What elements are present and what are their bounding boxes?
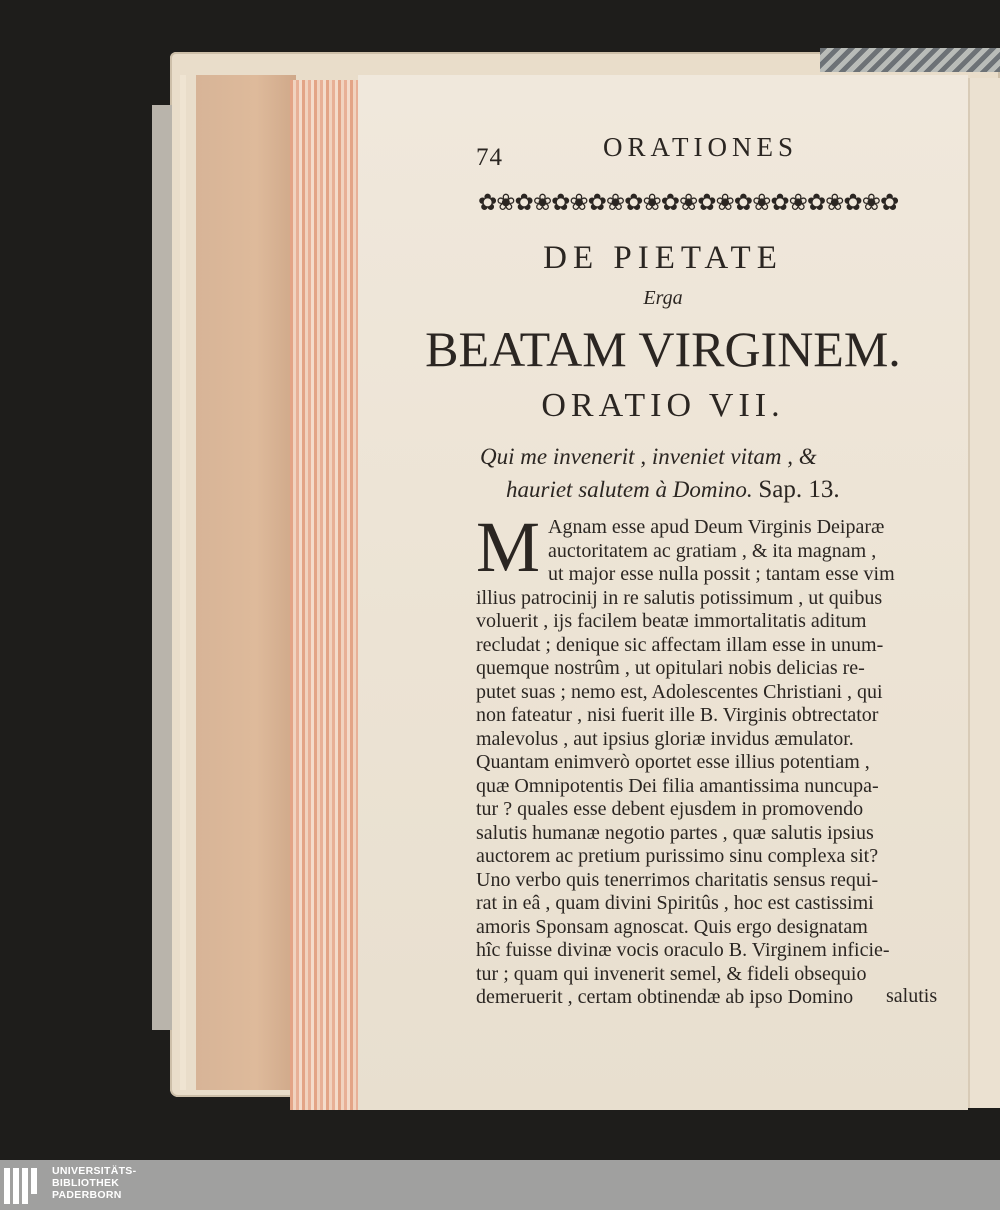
library-name-line-2: BIBLIOTHEK: [52, 1177, 120, 1189]
book-spine-strip: [152, 105, 172, 1030]
title-line-3: BEATAM VIRGINEM.: [425, 321, 901, 377]
library-name: [52, 1165, 136, 1201]
endpaper-fold: [180, 75, 186, 1090]
epigraph: [480, 440, 950, 506]
text-line: malevolus , aut ipsius gloriæ invidus æmulator.: [476, 727, 854, 750]
text-line: non fateatur , nisi fuerit ille B. Virginis obtrectator: [476, 704, 879, 726]
epigraph-line-2: [480, 473, 950, 506]
text-line: tur ? quales esse debent ejusdem in promovendo: [476, 798, 864, 820]
headband: [820, 48, 1000, 72]
text-line: salutis humanæ negotio partes , quæ salutis ipsius: [476, 821, 874, 844]
text-line: auctoritatem ac gratiam , & ita magnam ,: [548, 539, 877, 562]
text-line: rat in eâ , quam divini Spiritûs , hoc est castissimi: [476, 892, 874, 914]
text-line: quæ Omnipotentis Dei filia amantissima nuncupa-: [476, 774, 879, 797]
library-logo-icon: [4, 1168, 44, 1204]
epigraph-reference: Sap. 13.: [758, 476, 840, 503]
running-title: ORATIONES: [603, 132, 799, 162]
text-line: illius patrocinij in re salutis potissimum , ut quibus: [476, 586, 883, 609]
catchword: salutis: [886, 985, 938, 1007]
right-page-edge: [968, 78, 1000, 1108]
text-line: demeruerit , certam obtinendæ ab ipso Domino: [476, 986, 854, 1008]
library-footer: [0, 1160, 1000, 1210]
library-name-line-1: UNIVERSITÄTS-: [52, 1165, 137, 1177]
book-page: [358, 75, 968, 1110]
body-text: [476, 507, 946, 1010]
epigraph-line-1: Qui me invenerit , inveniet vitam , &: [480, 444, 817, 469]
text-line: hîc fuisse divinæ vocis oraculo B. Virginem inficie-: [476, 939, 890, 961]
epigraph-line-2-text: hauriet salutem à Domino.: [506, 477, 753, 502]
text-line: Uno verbo quis tenerrimos charitatis sensus requi-: [476, 868, 879, 891]
title-line-1: DE PIETATE: [543, 240, 783, 276]
endpaper: [196, 75, 296, 1090]
text-line: putet suas ; nemo est, Adolescentes Christiani , qui: [476, 680, 883, 703]
title-line-2: Erga: [643, 287, 683, 309]
text-line: Quantam enimverò oportet esse illius potentiam ,: [476, 751, 870, 773]
library-name-line-3: PADERBORN: [52, 1189, 122, 1201]
drop-cap: M: [476, 507, 541, 587]
oration-number: ORATIO VII.: [541, 387, 785, 424]
text-line: amoris Sponsam agnoscat. Quis ergo designatam: [476, 915, 868, 938]
page-number: 74: [476, 144, 503, 171]
text-line: auctorem ac pretium purissimo sinu complexa sit?: [476, 845, 879, 867]
ornament-band: ✿❀✿❀✿❀✿❀✿❀✿❀✿❀✿❀✿❀✿❀✿❀✿: [478, 190, 899, 215]
text-line: voluerit , ijs facilem beatæ immortalitatis aditum: [476, 610, 867, 632]
page-edges: [290, 80, 360, 1110]
text-line: ut major esse nulla possit ; tantam esse vim: [548, 563, 895, 585]
text-line: recludat ; denique sic affectam illam esse in unum-: [476, 633, 884, 656]
text-line: quemque nostrûm , ut opitulari nobis delicias re-: [476, 657, 865, 679]
text-line: tur ; quam qui invenerit semel, & fideli obsequio: [476, 962, 867, 985]
text-line: Agnam esse apud Deum Virginis Deiparæ: [548, 516, 885, 538]
